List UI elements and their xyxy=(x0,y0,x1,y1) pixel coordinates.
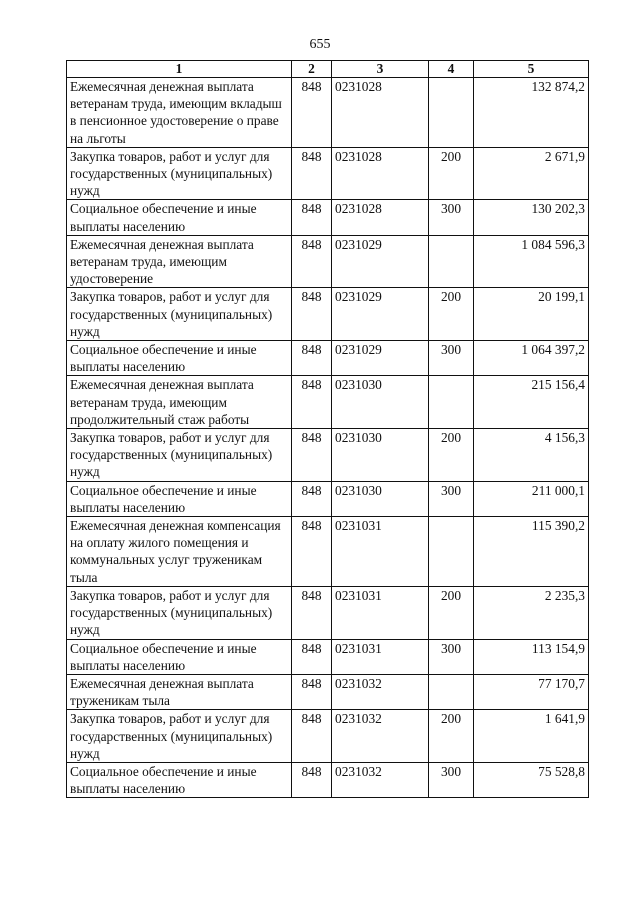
row-expense-type-cell xyxy=(429,376,474,429)
row-name-cell: Закупка товаров, работ и услуг для государственных (муниципальных) нужд xyxy=(67,429,292,482)
row-amount-cell: 113 154,9 xyxy=(474,639,589,674)
row-name-cell: Социальное обеспечение и иные выплаты населению xyxy=(67,481,292,516)
row-name-cell: Ежемесячная денежная выплата ветеранам труда, имеющим вкладыш в пенсионное удостоверение о праве на льготы xyxy=(67,78,292,148)
row-code-cell: 848 xyxy=(292,481,332,516)
row-code-cell: 848 xyxy=(292,674,332,709)
row-expense-type-cell xyxy=(429,235,474,288)
row-name-cell: Закупка товаров, работ и услуг для государственных (муниципальных) нужд xyxy=(67,288,292,341)
row-name-cell: Ежемесячная денежная выплата ветеранам труда, имеющим удостоверение xyxy=(67,235,292,288)
row-expense-type-cell xyxy=(429,517,474,587)
table-row xyxy=(67,235,589,288)
column-header-4: 4 xyxy=(429,61,474,78)
table-row xyxy=(67,517,589,587)
table-row xyxy=(67,586,589,639)
row-code-cell: 848 xyxy=(292,517,332,587)
table-row xyxy=(67,674,589,709)
row-amount-cell: 20 199,1 xyxy=(474,288,589,341)
row-target-article-cell: 0231032 xyxy=(332,674,429,709)
row-expense-type-cell: 300 xyxy=(429,639,474,674)
row-code-cell: 848 xyxy=(292,762,332,797)
row-amount-cell: 1 084 596,3 xyxy=(474,235,589,288)
row-amount-cell: 211 000,1 xyxy=(474,481,589,516)
row-expense-type-cell: 200 xyxy=(429,710,474,763)
row-expense-type-cell: 200 xyxy=(429,586,474,639)
column-header-3: 3 xyxy=(332,61,429,78)
row-code-cell: 848 xyxy=(292,639,332,674)
row-target-article-cell: 0231031 xyxy=(332,586,429,639)
row-code-cell: 848 xyxy=(292,78,332,148)
row-expense-type-cell: 300 xyxy=(429,481,474,516)
row-expense-type-cell: 300 xyxy=(429,341,474,376)
row-name-cell: Закупка товаров, работ и услуг для государственных (муниципальных) нужд xyxy=(67,710,292,763)
table-row xyxy=(67,429,589,482)
row-amount-cell: 132 874,2 xyxy=(474,78,589,148)
table-row xyxy=(67,376,589,429)
row-name-cell: Ежемесячная денежная компенсация на оплату жилого помещения и коммунальных услуг труженикам тыла xyxy=(67,517,292,587)
row-name-cell: Социальное обеспечение и иные выплаты населению xyxy=(67,341,292,376)
row-target-article-cell: 0231030 xyxy=(332,376,429,429)
row-amount-cell: 2 235,3 xyxy=(474,586,589,639)
row-amount-cell: 4 156,3 xyxy=(474,429,589,482)
row-name-cell: Социальное обеспечение и иные выплаты населению xyxy=(67,762,292,797)
row-amount-cell: 1 641,9 xyxy=(474,710,589,763)
header-row xyxy=(67,61,589,78)
row-target-article-cell: 0231032 xyxy=(332,710,429,763)
row-amount-cell: 2 671,9 xyxy=(474,147,589,200)
row-expense-type-cell: 200 xyxy=(429,288,474,341)
table-row xyxy=(67,288,589,341)
row-target-article-cell: 0231028 xyxy=(332,200,429,235)
row-expense-type-cell xyxy=(429,78,474,148)
row-amount-cell: 130 202,3 xyxy=(474,200,589,235)
table-row xyxy=(67,639,589,674)
column-header-5: 5 xyxy=(474,61,589,78)
row-amount-cell: 75 528,8 xyxy=(474,762,589,797)
row-expense-type-cell xyxy=(429,674,474,709)
row-amount-cell: 77 170,7 xyxy=(474,674,589,709)
row-code-cell: 848 xyxy=(292,376,332,429)
row-code-cell: 848 xyxy=(292,429,332,482)
row-target-article-cell: 0231031 xyxy=(332,639,429,674)
row-name-cell: Социальное обеспечение и иные выплаты населению xyxy=(67,200,292,235)
column-header-1: 1 xyxy=(67,61,292,78)
row-target-article-cell: 0231028 xyxy=(332,78,429,148)
row-code-cell: 848 xyxy=(292,235,332,288)
row-target-article-cell: 0231030 xyxy=(332,429,429,482)
table-row xyxy=(67,481,589,516)
table-row xyxy=(67,200,589,235)
row-target-article-cell: 0231029 xyxy=(332,235,429,288)
row-code-cell: 848 xyxy=(292,200,332,235)
table-row xyxy=(67,147,589,200)
row-name-cell: Закупка товаров, работ и услуг для государственных (муниципальных) нужд xyxy=(67,586,292,639)
row-expense-type-cell: 300 xyxy=(429,200,474,235)
row-target-article-cell: 0231031 xyxy=(332,517,429,587)
row-amount-cell: 1 064 397,2 xyxy=(474,341,589,376)
row-name-cell: Ежемесячная денежная выплата ветеранам труда, имеющим продолжительный стаж работы xyxy=(67,376,292,429)
row-code-cell: 848 xyxy=(292,586,332,639)
row-expense-type-cell: 300 xyxy=(429,762,474,797)
column-header-2: 2 xyxy=(292,61,332,78)
row-name-cell: Закупка товаров, работ и услуг для государственных (муниципальных) нужд xyxy=(67,147,292,200)
row-code-cell: 848 xyxy=(292,147,332,200)
row-amount-cell: 115 390,2 xyxy=(474,517,589,587)
table-body xyxy=(67,78,589,798)
row-code-cell: 848 xyxy=(292,288,332,341)
table-row xyxy=(67,341,589,376)
page-number: 655 xyxy=(309,37,331,52)
row-name-cell: Ежемесячная денежная выплата труженикам тыла xyxy=(67,674,292,709)
row-code-cell: 848 xyxy=(292,710,332,763)
budget-table xyxy=(66,60,589,798)
row-target-article-cell: 0231032 xyxy=(332,762,429,797)
row-expense-type-cell: 200 xyxy=(429,429,474,482)
table-row xyxy=(67,710,589,763)
row-target-article-cell: 0231028 xyxy=(332,147,429,200)
row-target-article-cell: 0231029 xyxy=(332,341,429,376)
table-row xyxy=(67,78,589,148)
row-target-article-cell: 0231029 xyxy=(332,288,429,341)
row-code-cell: 848 xyxy=(292,341,332,376)
row-name-cell: Социальное обеспечение и иные выплаты населению xyxy=(67,639,292,674)
row-amount-cell: 215 156,4 xyxy=(474,376,589,429)
row-expense-type-cell: 200 xyxy=(429,147,474,200)
table-row xyxy=(67,762,589,797)
row-target-article-cell: 0231030 xyxy=(332,481,429,516)
